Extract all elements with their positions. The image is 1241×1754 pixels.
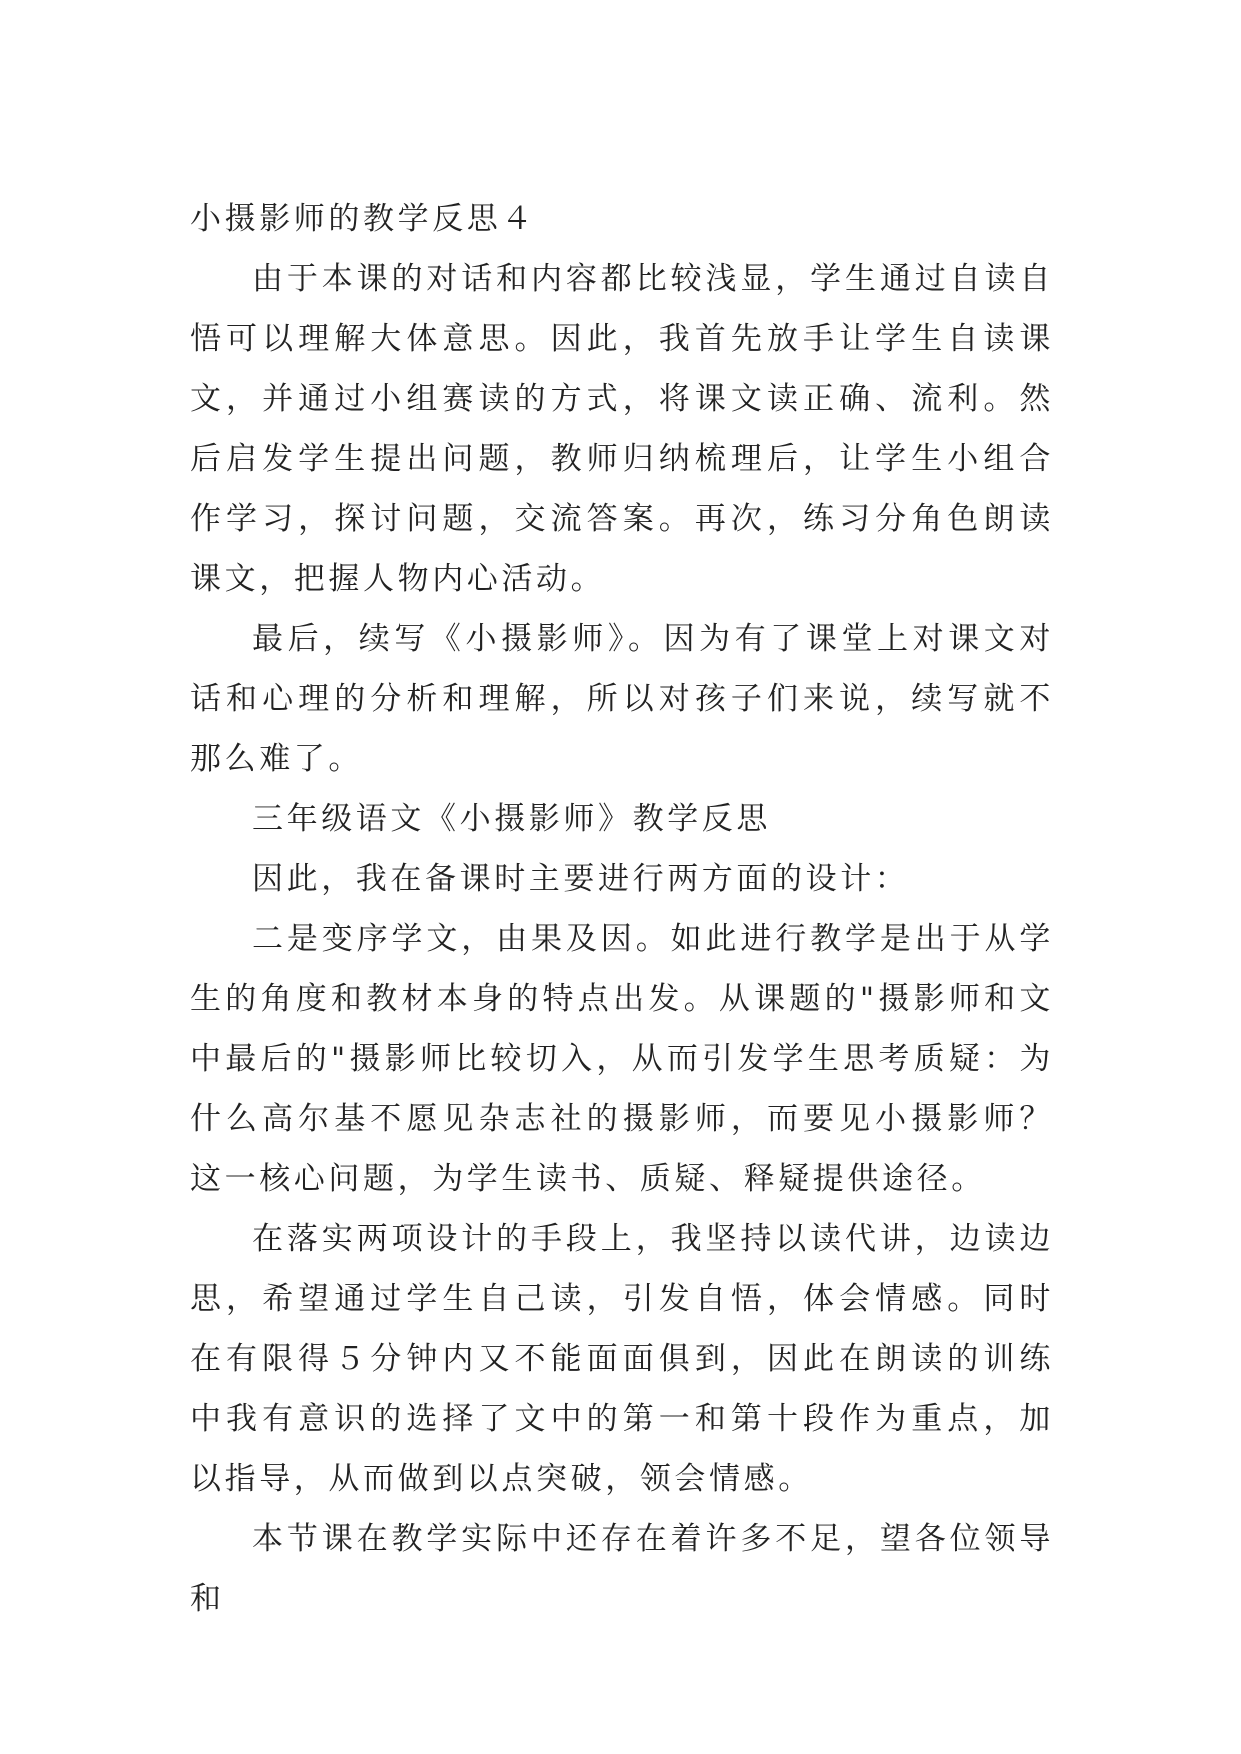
paragraph-2: 最后，续写《小摄影师》。因为有了课堂上对课文对话和心理的分析和理解，所以对孩子们来说，续写就不那么难了。 (190, 621, 1054, 777)
document-body (190, 189, 1054, 1629)
section-heading: 三年级语文《小摄影师》教学反思 (252, 801, 771, 837)
paragraph-5: 在落实两项设计的手段上，我坚持以读代讲，边读边思，希望通过学生自己读，引发自悟，体会情感。同时在有限得５分钟内又不能面面俱到，因此在朗读的训练中我有意识的选择了文中的第一和第十段作为重点，加以指导，从而做到以点突破，领会情感。 (190, 1221, 1054, 1497)
paragraph-6: 本节课在教学实际中还存在着许多不足，望各位领导和 (190, 1521, 1054, 1617)
paragraph-1: 由于本课的对话和内容都比较浅显，学生通过自读自悟可以理解大体意思。因此，我首先放手让学生自读课文，并通过小组赛读的方式，将课文读正确、流利。然后启发学生提出问题，教师归纳梳理后，让学生小组合作学习，探讨问题，交流答案。再次，练习分角色朗读课文，把握人物内心活动。 (190, 261, 1054, 597)
paragraph-4: 二是变序学文，由果及因。如此进行教学是出于从学生的角度和教材本身的特点出发。从课题的"摄影师和文中最后的"摄影师比较切入，从而引发学生思考质疑：为什么高尔基不愿见杂志社的摄影师，而要见小摄影师？这一核心问题，为学生读书、质疑、释疑提供途径。 (190, 921, 1054, 1197)
document-title: 小摄影师的教学反思４ (190, 201, 536, 237)
paragraph-3: 因此，我在备课时主要进行两方面的设计： (252, 861, 910, 897)
